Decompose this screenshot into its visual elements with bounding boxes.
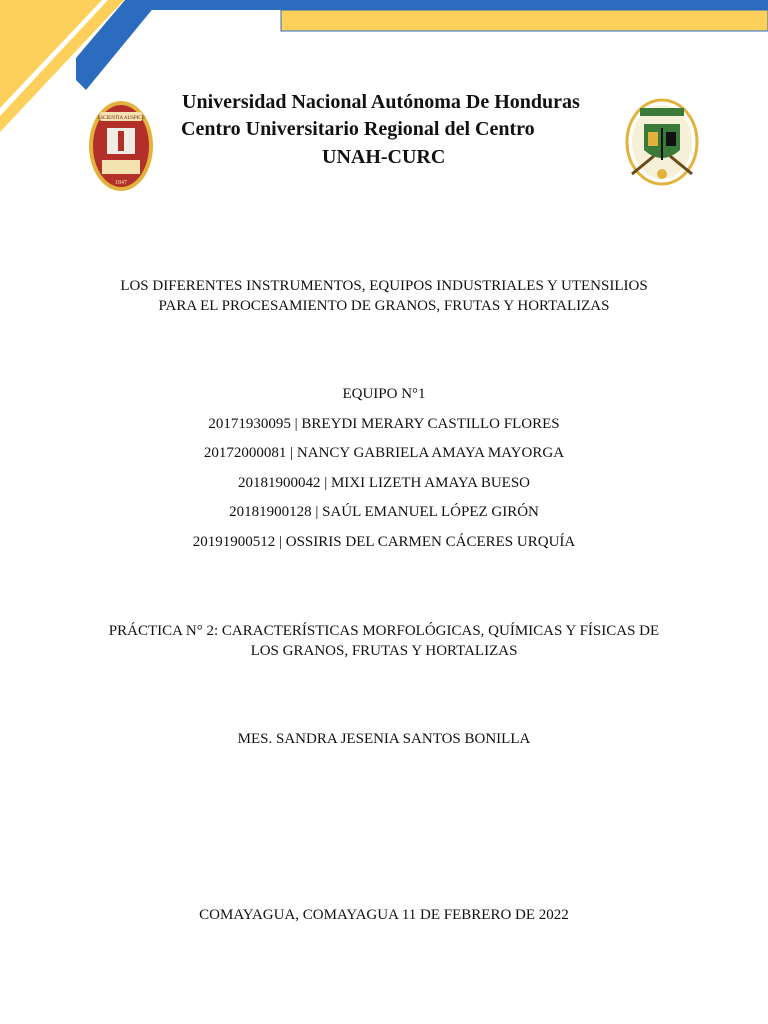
curc-crest-icon <box>624 98 700 190</box>
blue-top-bar <box>140 0 768 10</box>
yellow-banner <box>281 10 768 31</box>
team-member: 20181900042 | MIXI LIZETH AMAYA BUESO <box>237 474 531 491</box>
team-member: 20172000081 | NANCY GABRIELA AMAYA MAYORGA <box>203 445 565 462</box>
seal-year: 1847 <box>115 180 127 186</box>
team-member: 20171930095 | BREYDI MERARY CASTILLO FLORES <box>208 415 560 432</box>
university-name: Universidad Nacional Autónoma De Honduras <box>182 91 580 113</box>
topic-line-1: LOS DIFERENTES INSTRUMENTOS, EQUIPOS INDUSTRIALES Y UTENSILIOS <box>120 278 648 294</box>
center-acronym: UNAH-CURC <box>322 146 446 168</box>
topic-line-2: PARA EL PROCESAMIENTO DE GRANOS, FRUTAS Y HORTALIZAS <box>158 298 610 314</box>
practice-line-1: PRÁCTICA N° 2: CARACTERÍSTICAS MORFOLÓGICAS, QUÍMICAS Y FÍSICAS DE <box>108 623 660 639</box>
center-name: Centro Universitario Regional del Centro <box>181 118 535 140</box>
topic-title <box>0 276 768 316</box>
university-seal-icon <box>88 100 154 192</box>
practice-title <box>0 621 768 661</box>
team-section <box>0 384 768 562</box>
teacher-text: MES. SANDRA JESENIA SANTOS BONILLA <box>237 731 531 747</box>
team-member: 20181900128 | SAÚL EMANUEL LÓPEZ GIRÓN <box>229 504 539 521</box>
team-label: EQUIPO N°1 <box>342 386 426 402</box>
place-date <box>0 905 768 925</box>
team-member: 20191900512 | OSSIRIS DEL CARMEN CÁCERES URQUÍA <box>192 533 576 550</box>
practice-line-2: LOS GRANOS, FRUTAS Y HORTALIZAS <box>250 643 518 659</box>
place-date-text: COMAYAGUA, COMAYAGUA 11 DE FEBRERO DE 2022 <box>199 907 569 923</box>
seal-top-text: ESCIENTIA AUSPICE <box>97 116 145 121</box>
teacher-name <box>0 729 768 749</box>
